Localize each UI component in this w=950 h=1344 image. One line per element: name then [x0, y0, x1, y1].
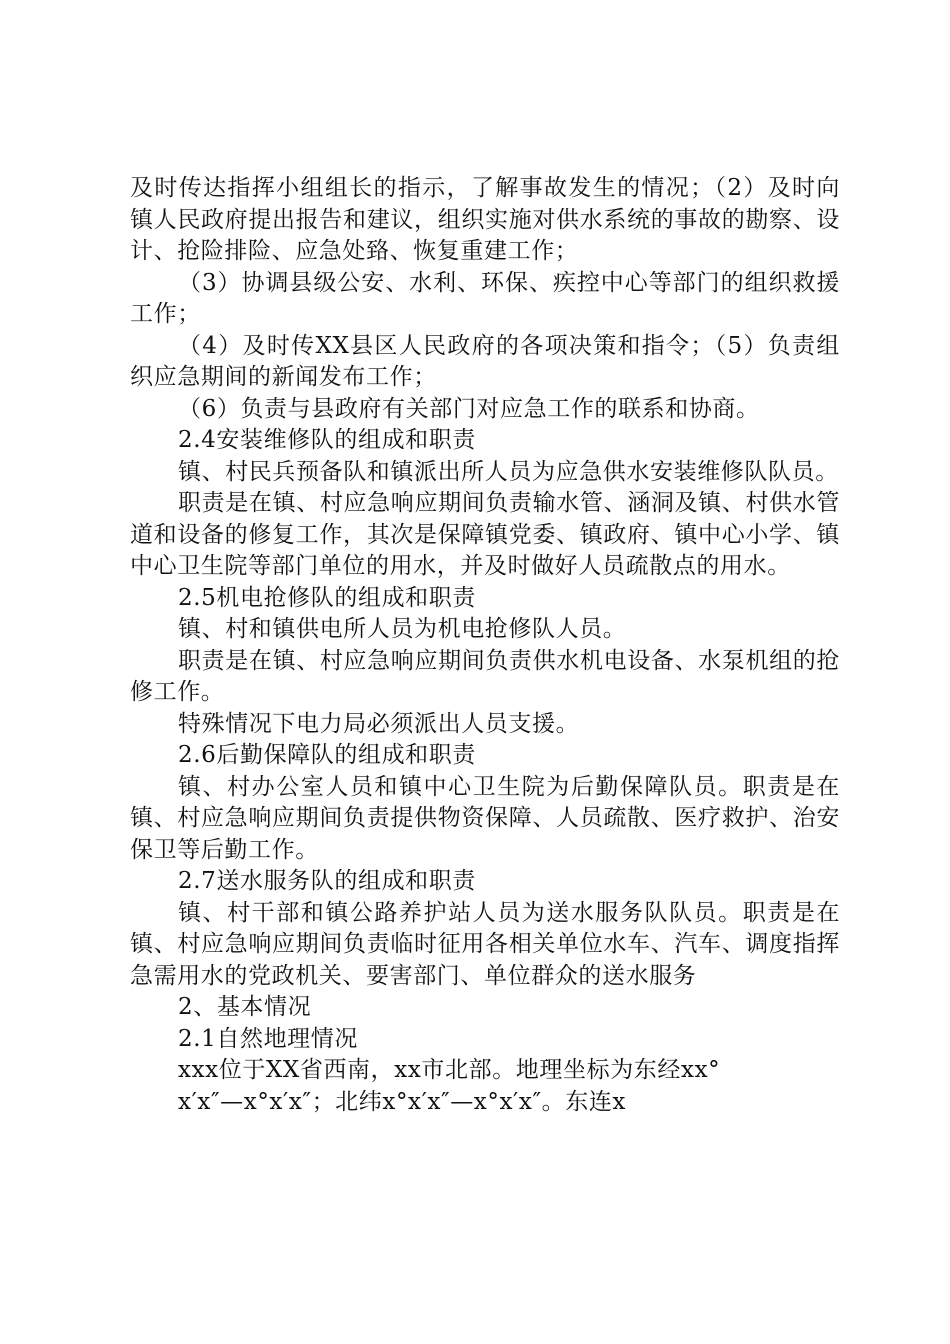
paragraph: 特殊情况下电力局必须派出人员支援。: [178, 710, 580, 737]
paragraph: （3）协调县级公安、水利、环保、疾控中心等部门的组织救援工作；: [130, 269, 840, 327]
section-heading: 2.4安装维修队的组成和职责: [178, 427, 476, 453]
section-heading: 2.5机电抢修队的组成和职责: [178, 584, 476, 611]
paragraph: 镇、村民兵预备队和镇派出所人员为应急供水安装维修队队员。: [178, 458, 839, 485]
section-heading: 2.7送水服务队的组成和职责: [178, 868, 476, 894]
paragraph: 职责是在镇、村应急响应期间负责输水管、涵洞及镇、村供水管道和设备的修复工作，其次是保障镇党委、镇政府、镇中心小学、镇中心卫生院等部门单位的用水，并及时做好人员疏散点的用水。: [130, 490, 840, 579]
paragraph: （6）负责与县政府有关部门对应急工作的联系和协商。: [178, 395, 760, 422]
paragraph: （4）及时传XX县区人民政府的各项决策和指令；（5）负责组织应急期间的新闻发布工作；: [130, 332, 840, 390]
section-heading: 2.6后勤保障队的组成和职责: [178, 742, 476, 768]
paragraph: 镇、村和镇供电所人员为机电抢修队人员。: [178, 616, 627, 642]
paragraph: xxx位于XX省西南，xx市北部。地理坐标为东经xx°: [178, 1057, 721, 1083]
paragraph: 镇、村办公室人员和镇中心卫生院为后勤保障队员。职责是在镇、村应急响应期间负责提供物资保障、人员疏散、医疗救护、治安保卫等后勤工作。: [130, 773, 840, 863]
document-page: [130, 173, 840, 1118]
paragraph: 镇、村干部和镇公路养护站人员为送水服务队队员。职责是在镇、村应急响应期间负责临时征用各相关单位水车、汽车、调度指挥急需用水的党政机关、要害部门、单位群众的送水服务: [130, 899, 840, 989]
paragraph: x′x″—x°x′x″；北纬x°x′x″—x°x′x″。东连x: [178, 1088, 627, 1115]
paragraph: 职责是在镇、村应急响应期间负责供水机电设备、水泵机组的抢修工作。: [130, 647, 840, 705]
paragraph: 及时传达指挥小组组长的指示，了解事故发生的情况；（2）及时向镇人民政府提出报告和建议，组织实施对供水系统的事故的勘察、设计、抢险排险、应急处臵、恢复重建工作；: [130, 175, 840, 264]
section-heading: 2.1自然地理情况: [178, 1025, 358, 1052]
section-heading: 2、基本情况: [178, 994, 312, 1020]
